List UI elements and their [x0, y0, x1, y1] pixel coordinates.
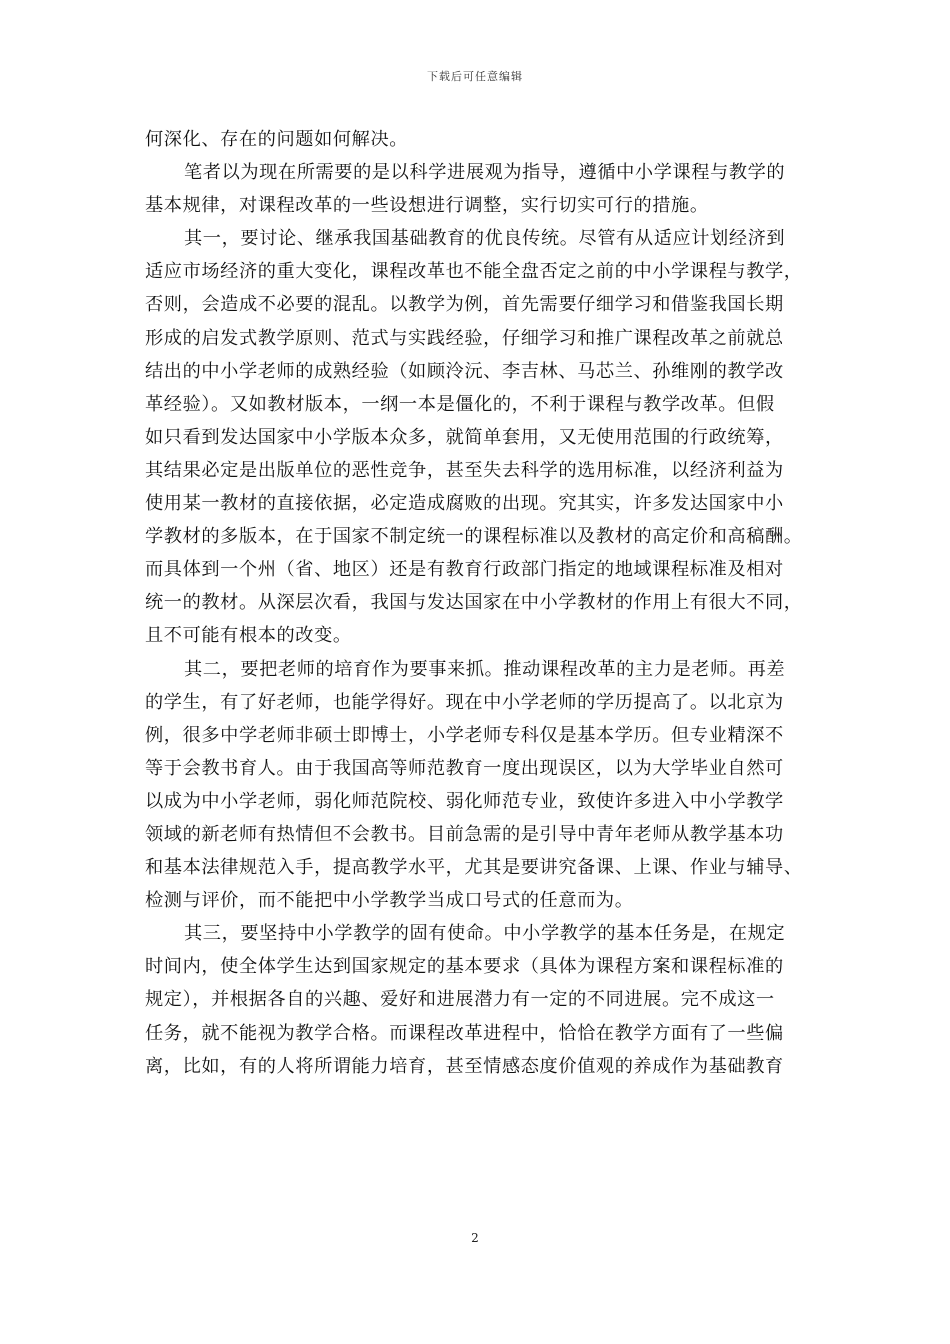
text-line: 使用某一教材的直接依据，必定造成腐败的出现。究其实，许多发达国家中小 [145, 493, 784, 515]
text-line: 何深化、存在的问题如何解决。 [145, 129, 409, 150]
text-line: 以成为中小学老师，弱化师范院校、弱化师范专业，致使许多进入中小学教学 [145, 790, 784, 812]
text-line: 检测与评价，而不能把中小学教学当成口号式的任意而为。 [145, 890, 634, 912]
text-line: 而具体到一个州（省、地区）还是有教育行政部门指定的地域课程标准及相对 [145, 559, 784, 581]
page-number: 2 [471, 1231, 479, 1245]
text-line: 否则，会造成不必要的混乱。以教学为例，首先需要仔细学习和借鉴我国长期 [145, 294, 784, 316]
text-line: 其三，要坚持中小学教学的固有使命。中小学教学的基本任务是，在规定 [184, 923, 786, 945]
text-line: 领域的新老师有热情但不会教书。目前急需的是引导中青年老师从教学基本功 [145, 823, 784, 845]
text-line: 离，比如，有的人将所谓能力培育，甚至情感态度价值观的养成作为基础教育 [145, 1055, 784, 1077]
text-line: 如只看到发达国家中小学版本众多，就简单套用，又无使用范围的行政统筹， [145, 426, 784, 448]
document-body [145, 123, 803, 1083]
text-line: 等于会教书育人。由于我国高等师范教育一度出现误区，以为大学毕业自然可 [145, 757, 784, 779]
page-header: 下载后可任意编辑 [427, 70, 523, 83]
text-line: 学教材的多版本，在于国家不制定统一的课程标准以及教材的高定价和高稿酬。 [145, 526, 803, 548]
text-line: 适应市场经济的重大变化，课程改革也不能全盘否定之前的中小学课程与教学， [145, 261, 803, 283]
text-line: 和基本法律规范入手，提高教学水平，尤其是要讲究备课、上课、作业与辅导、 [145, 857, 803, 879]
text-line: 其结果必定是出版单位的恶性竞争，甚至失去科学的选用标准，以经济利益为 [145, 459, 784, 481]
text-line: 例，很多中学老师非硕士即博士，小学老师专科仅是基本学历。但专业精深不 [145, 724, 784, 746]
text-line: 任务，就不能视为教学合格。而课程改革进程中，恰恰在教学方面有了一些偏 [145, 1022, 784, 1044]
text-line: 结出的中小学老师的成熟经验（如顾泠沅、李吉林、马芯兰、孙维刚的教学改 [145, 360, 784, 382]
text-line: 其二，要把老师的培育作为要事来抓。推动课程改革的主力是老师。再差 [184, 658, 786, 680]
text-line: 基本规律，对课程改革的一些设想进行调整，实行切实可行的措施。 [145, 195, 709, 217]
text-line: 形成的启发式教学原则、范式与实践经验，仔细学习和推广课程改革之前就总 [145, 327, 784, 349]
text-line: 其一，要讨论、继承我国基础教育的优良传统。尽管有从适应计划经济到 [184, 228, 786, 250]
text-line: 的学生，有了好老师，也能学得好。现在中小学老师的学历提高了。以北京为 [145, 691, 784, 713]
text-line: 革经验）。又如教材版本，一纲一本是僵化的，不利于课程与教学改革。但假 [145, 393, 775, 415]
text-line: 笔者以为现在所需要的是以科学进展观为指导，遵循中小学课程与教学的 [184, 162, 786, 184]
text-line: 时间内，使全体学生达到国家规定的基本要求（具体为课程方案和课程标准的 [145, 956, 784, 978]
text-line: 规定），并根据各自的兴趣、爱好和进展潜力有一定的不同进展。完不成这一 [145, 989, 775, 1011]
text-line: 统一的教材。从深层次看，我国与发达国家在中小学教材的作用上有很大不同， [145, 592, 803, 614]
text-line: 且不可能有根本的改变。 [145, 625, 352, 647]
